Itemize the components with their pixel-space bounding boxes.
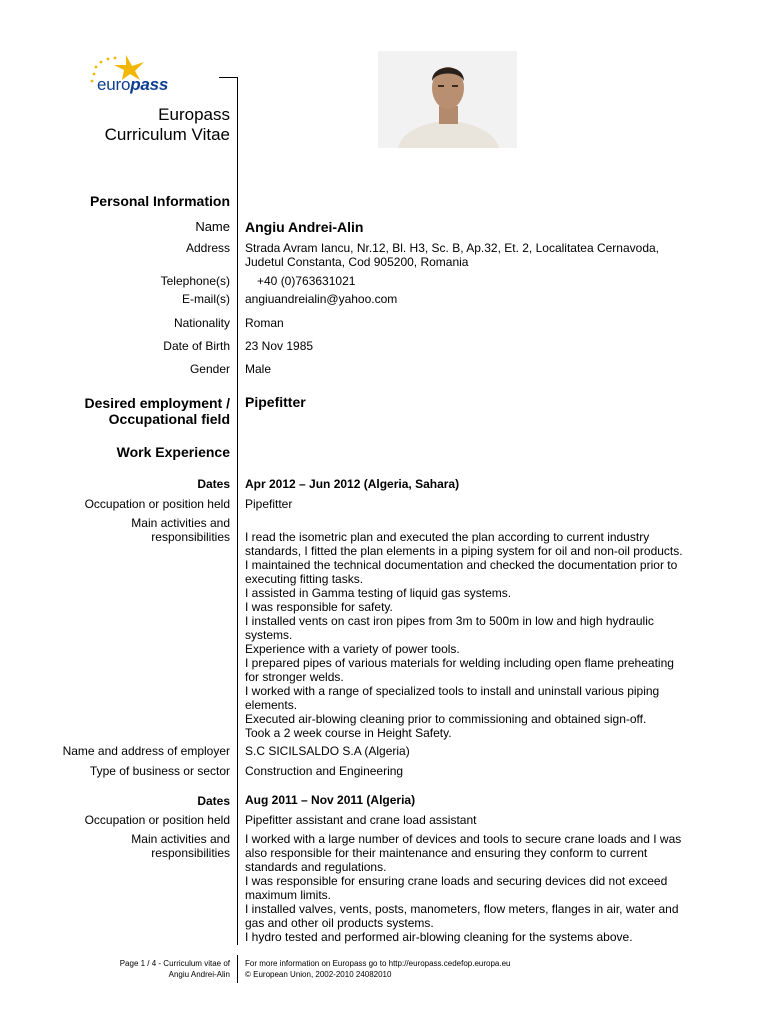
job2-activities-label: Main activities and responsibilities [131, 832, 230, 860]
section-personal-information: Personal Information [89, 193, 230, 209]
desired-employment-label: Desired employment / Occupational field [84, 395, 230, 427]
job1-employer: S.C SICILSALDO S.A (Algeria) [245, 744, 410, 758]
job2-dates: Aug 2011 – Nov 2011 (Algeria) [245, 793, 416, 807]
footer-divider [237, 955, 238, 983]
name-label: Name [195, 219, 230, 234]
address-value: Strada Avram Iancu, Nr.12, Bl. H3, Sc. B, Ap.32, Et. 2, Localitatea Cernavoda, Judetul Constanta, Cod 905200, Romania [245, 241, 660, 269]
job1-occupation: Pipefitter [245, 497, 293, 511]
job1-dates-label: Dates [197, 477, 230, 491]
job1-business-label: Type of business or sector [89, 764, 230, 778]
name-value: Angiu Andrei-Alin [245, 219, 364, 235]
job1-activities-label: Main activities and responsibilities [131, 516, 230, 544]
divider-tick [219, 77, 237, 78]
dob-value: 23 Nov 1985 [245, 339, 314, 353]
telephone-value: +40 (0)763631021 [257, 274, 356, 288]
footer-copyright: © European Union, 2002-2010 24082010 [245, 970, 392, 979]
email-link[interactable]: angiuandreialin@yahoo.com [245, 292, 398, 306]
europass-wordmark: europass [97, 75, 169, 94]
person-portrait-icon [378, 51, 517, 148]
email-label: E-mail(s) [182, 292, 230, 306]
job1-activities: I read the isometric plan and executed the plan according to current industry standards, I fitted the plan elements in a piping system for oil and non-oil products. I maintained the technical documentation and checked the documentation prior to executing fitting tasks. I assisted in Gamma testing of liquid gas systems. I was responsible for safety. I installed vents on cast iron pipes from 3m to 500m in low and high hydraulic systems. Experience with a variety of power tools. I prepared pipes of various materials for welding including open flame preheating for stronger welds. I worked with a range of specialized tools to install and uninstall various piping elements. Executed air-blowing cleaning prior to commissioning and obtained sign-off. Took a 2 week course in Height Safety. [245, 530, 683, 740]
telephone-label: Telephone(s) [160, 274, 230, 288]
nationality-value: Roman [245, 316, 284, 330]
job1-business: Construction and Engineering [245, 764, 404, 778]
profile-photo [378, 51, 517, 148]
dob-label: Date of Birth [163, 339, 230, 353]
address-label: Address [185, 241, 230, 255]
footer-page-info: Page 1 / 4 - Curriculum vitae of Angiu Andrei-Alin [119, 959, 230, 979]
gender-value: Male [245, 362, 272, 376]
document-title: Europass Curriculum Vitae [104, 105, 230, 144]
footer-europass-info [245, 958, 511, 980]
job2-occupation: Pipefitter assistant and crane load assistant [245, 813, 477, 827]
section-work-experience: Work Experience [116, 444, 230, 460]
footer-europass-link[interactable]: For more information on Europass go to http://europass.cedefop.europa.eu [245, 959, 511, 968]
column-divider [237, 77, 238, 945]
desired-employment-value: Pipefitter [245, 394, 306, 410]
job1-occupation-label: Occupation or position held [84, 497, 230, 511]
job2-dates-label: Dates [197, 794, 230, 808]
job2-occupation-label: Occupation or position held [84, 813, 230, 827]
job1-dates: Apr 2012 – Jun 2012 (Algeria, Sahara) [245, 477, 460, 491]
job2-activities: I worked with a large number of devices and tools to secure crane loads and I was also responsible for their maintenance and ensuring they conform to current standards and regulations. I was responsible for ensuring crane loads and securing devices did not exceed maximum limits. I installed valves, vents, posts, manometers, flow meters, flanges in air, water and gas and other oil products systems. I hydro tested and performed air-blowing cleaning for the systems above. [245, 832, 682, 944]
nationality-label: Nationality [173, 316, 230, 330]
job1-employer-label: Name and address of employer [62, 744, 230, 758]
gender-label: Gender [189, 362, 230, 376]
